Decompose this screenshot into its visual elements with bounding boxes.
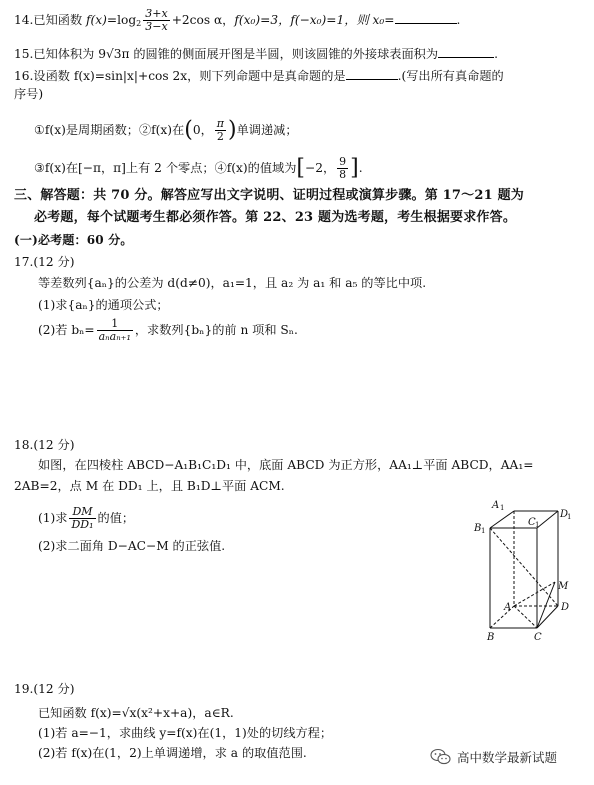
q14-end: . xyxy=(456,13,461,27)
edge-b1a1 xyxy=(490,511,514,528)
q18-line2: 2AB=2，点 M 在 DD₁ 上，且 B₁D⊥平面 ACM. xyxy=(14,479,285,493)
question-19-header: 19.(12 分) xyxy=(14,682,75,696)
edge-am-hidden xyxy=(514,582,555,606)
label-c: C xyxy=(534,632,542,642)
label-d1-sub: 1 xyxy=(567,513,572,521)
q16-opt2-rbracket: ] xyxy=(350,155,359,181)
q16-options-2 xyxy=(34,156,594,181)
q16-opt1-b: 0， xyxy=(192,123,213,137)
q14-log-base: 2 xyxy=(136,19,142,28)
q19-part2: (2)若 f(x)在(1，2)上单调递增，求 a 的取值范围. xyxy=(38,746,307,760)
q14-cond1: f(x₀)=3， xyxy=(234,13,291,27)
q18-part2: (2)求二面角 D−AC−M 的正弦值. xyxy=(38,539,226,553)
q16-range-den: 8 xyxy=(339,168,347,181)
watermark-text: 高中数学最新试题 xyxy=(457,750,558,765)
q16-range-num: 9 xyxy=(339,155,347,168)
q18-fraction xyxy=(69,506,95,531)
q18-frac-num: DM xyxy=(69,506,95,519)
q14-x0: x₀= xyxy=(372,13,395,27)
q17-fraction xyxy=(97,318,133,343)
q17-line1: 等差数列{aₙ}的公差为 d(d≠0)，a₁=1，且 a₂ 为 a₁ 和 a₅ 的等比中项. xyxy=(38,276,427,290)
section-heading: 三、解答题：共 70 分。解答应写出文字说明、证明过程或演算步骤。第 17～21 题为 xyxy=(14,188,524,203)
q17-part2-b: ，求数列{bₙ}的前 n 项和 Sₙ. xyxy=(134,323,298,337)
edge-cd xyxy=(537,606,558,628)
question-18-header: 18.(12 分) xyxy=(14,438,75,452)
q14-cond2: f(−x₀)=1，则 xyxy=(290,13,369,27)
wechat-icon xyxy=(430,748,452,766)
answer-blank[interactable] xyxy=(346,68,398,80)
label-d: D xyxy=(561,602,570,613)
edge-ac-hidden xyxy=(514,606,537,628)
q16-text-a: 设函数 f(x)=sin|x|+cos 2x，则下列命题中是真命题的是 xyxy=(33,69,346,83)
answer-blank[interactable] xyxy=(395,12,457,24)
q18-line1: 如图，在四棱柱 ABCD−A₁B₁C₁D₁ 中，底面 ABCD 为正方形，AA₁⊥平面 ABCD，AA₁= xyxy=(38,458,534,472)
q16-opt2-end: . xyxy=(358,161,363,175)
q15-text: 已知体积为 9√3π 的圆锥的侧面展开图是半圆，则该圆锥的外接球表面积为 xyxy=(33,47,439,61)
q14-text-b: +2cos α， xyxy=(171,13,235,27)
q16-opt1-a: ①f(x)是周期函数；②f(x)在 xyxy=(34,123,185,137)
q16-line2 xyxy=(14,86,584,102)
edge-cm xyxy=(537,582,555,628)
q17-frac-den: aₙaₙ₊₁ xyxy=(98,330,131,343)
label-a: A xyxy=(504,602,512,613)
question-number: 15. xyxy=(14,47,34,61)
section-sub-heading: (一)必考题：60 分。 xyxy=(14,233,133,247)
q14-frac-num: 3+x xyxy=(145,7,168,20)
watermark xyxy=(430,748,557,766)
label-c1-sub: 1 xyxy=(535,521,540,529)
q14-fx: f(x) xyxy=(86,13,107,27)
label-m: M xyxy=(558,581,569,592)
q14-frac-den: 3−x xyxy=(145,20,168,33)
q14-fraction xyxy=(143,8,169,33)
q18-frac-den: DD₁ xyxy=(71,518,94,531)
q16-pi-fraction xyxy=(215,118,226,143)
q16-opt1-rparen: ) xyxy=(228,117,237,143)
q19-line1: 已知函数 f(x)=√x(x²+x+a)，a∈R. xyxy=(38,706,234,720)
question-16 xyxy=(14,68,584,84)
q17-part1: (1)求{aₙ}的通项公式； xyxy=(38,298,169,312)
label-b1-sub: 1 xyxy=(481,527,486,535)
diag-b1d-hidden xyxy=(490,528,558,606)
q17-part2 xyxy=(38,318,594,343)
prism-diagram xyxy=(470,500,582,642)
prism-figure xyxy=(470,500,582,646)
q15-end: . xyxy=(494,47,498,61)
q16-opt2-a: ③f(x)在[−π，π]上有 2 个零点；④f(x)的值域为 xyxy=(34,161,297,175)
q16-pi-den: 2 xyxy=(216,130,224,143)
label-a1-sub: 1 xyxy=(500,504,505,512)
label-b1: B xyxy=(474,523,482,534)
label-d1: D xyxy=(560,509,569,520)
q17-frac-num: 1 xyxy=(97,318,133,331)
question-number: 14. xyxy=(14,13,34,27)
q16-opt2-lbracket: [ xyxy=(296,155,305,181)
label-c1: C xyxy=(528,517,536,528)
question-15 xyxy=(14,46,584,62)
q18-part1-b: 的值； xyxy=(97,511,135,525)
q16-options-1 xyxy=(34,118,594,143)
q16-text-b: .(写出所有真命题的 xyxy=(397,69,504,83)
section-heading-line2: 必考题，每个试题考生都必须作答。第 22、23 题为选考题，考生根据要求作答。 xyxy=(34,210,517,225)
label-b: B xyxy=(487,632,495,642)
q14-text-a: 已知函数 xyxy=(33,13,83,27)
q16-opt2-b: −2， xyxy=(305,161,336,175)
question-17-header: 17.(12 分) xyxy=(14,255,75,269)
question-14 xyxy=(14,8,584,33)
q16-opt1-c: 单调递减； xyxy=(236,123,298,137)
q18-part1-a: (1)求 xyxy=(38,511,68,525)
q16-pi-num: π xyxy=(216,117,224,130)
q16-opt1-lparen: ( xyxy=(184,117,193,143)
question-number: 16. xyxy=(14,69,34,83)
q16-line2-text: 序号) xyxy=(14,87,44,101)
edge-c1d1 xyxy=(537,511,558,528)
label-a1: A xyxy=(492,500,500,511)
answer-blank[interactable] xyxy=(438,46,494,58)
q17-part2-a: (2)若 bₙ= xyxy=(38,323,95,337)
q14-log: =log xyxy=(106,13,137,27)
q16-range-fraction xyxy=(337,156,348,181)
q19-part1: (1)若 a=−1，求曲线 y=f(x)在(1，1)处的切线方程； xyxy=(38,726,333,740)
